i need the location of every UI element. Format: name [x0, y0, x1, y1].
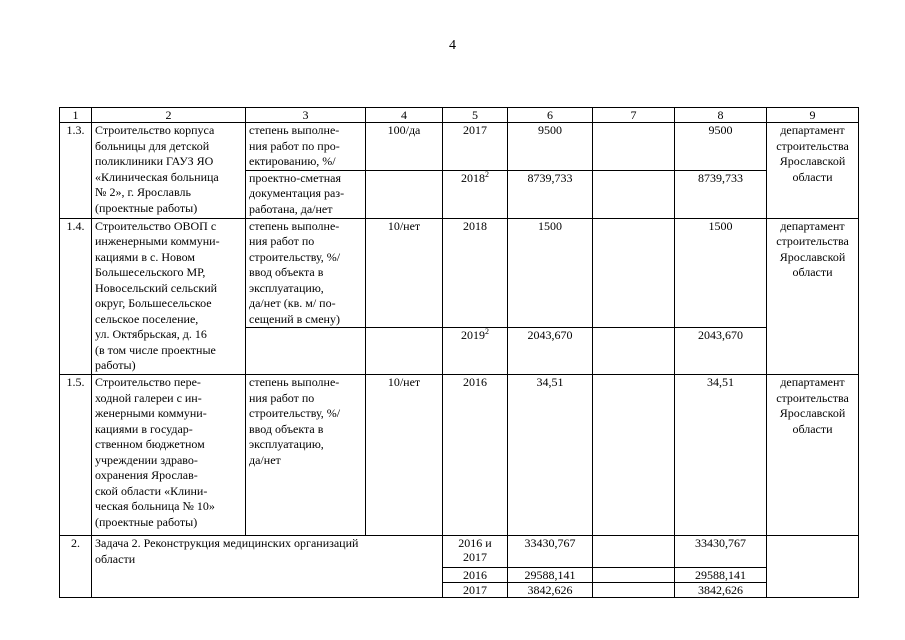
year: 2017: [443, 583, 508, 598]
empty-cell: [593, 583, 675, 598]
empty-cell: [593, 375, 675, 536]
year: 2019$^2$: [443, 328, 508, 375]
total: 29588,141: [675, 568, 767, 583]
header-cell: 8: [675, 108, 767, 123]
total: 33430,767: [675, 536, 767, 568]
row-number: 1.3.: [60, 123, 92, 219]
program-table: [59, 107, 859, 598]
total: 8739,733: [675, 170, 767, 218]
row-number: 1.5.: [60, 375, 92, 536]
indicator: степень выполне- ния работ по строительству, %/ ввод объекта в эксплуатацию, да/нет: [246, 375, 366, 536]
task-title: Задача 2. Реконструкция медицинских организаций области: [92, 536, 443, 598]
table-row: [60, 218, 859, 328]
empty-cell: [593, 328, 675, 375]
amount: 33430,767: [508, 536, 593, 568]
year: 2016: [443, 568, 508, 583]
header-cell: 7: [593, 108, 675, 123]
empty-cell: [366, 170, 443, 218]
indicator: степень выполне- ния работ по про- ектированию, %/: [246, 123, 366, 171]
target-value: 10/нет: [366, 375, 443, 536]
header-row: [60, 108, 859, 123]
total: 3842,626: [675, 583, 767, 598]
table-row: [60, 375, 859, 536]
object-name: Строительство ОВОП с инженерными коммуни- кациями в с. Новом Большесельского МР, Новосельский сельский округ, Большесельское сельское поселение, ул. Октябрьская, д. 16 (в том числе проектные работы): [92, 218, 246, 375]
total: 2043,670: [675, 328, 767, 375]
year: 2018: [443, 218, 508, 328]
empty-cell: [593, 568, 675, 583]
executor: департамент строительства Ярославской области: [767, 218, 859, 375]
empty-cell: [593, 218, 675, 328]
header-cell: 3: [246, 108, 366, 123]
total: 9500: [675, 123, 767, 171]
amount: 29588,141: [508, 568, 593, 583]
empty-cell: [366, 328, 443, 375]
header-cell: 2: [92, 108, 246, 123]
executor: департамент строительства Ярославской области: [767, 375, 859, 536]
empty-cell: [593, 170, 675, 218]
row-number: 1.4.: [60, 218, 92, 375]
target-value: 100/да: [366, 123, 443, 171]
header-cell: 4: [366, 108, 443, 123]
page-number: 4: [449, 38, 456, 53]
empty-cell: [593, 536, 675, 568]
amount: 1500: [508, 218, 593, 328]
empty-cell: [593, 123, 675, 171]
amount: 9500: [508, 123, 593, 171]
empty-cell: [246, 328, 366, 375]
amount: 3842,626: [508, 583, 593, 598]
amount: 2043,670: [508, 328, 593, 375]
indicator: степень выполне- ния работ по строительству, %/ ввод объекта в эксплуатацию, да/нет (кв. м/ по- сещений в смену): [246, 218, 366, 328]
indicator: проектно-сметная документация раз- работана, да/нет: [246, 170, 366, 218]
header-cell: 1: [60, 108, 92, 123]
amount: 34,51: [508, 375, 593, 536]
table-row: [60, 123, 859, 171]
empty-cell: [767, 536, 859, 598]
year: 2018$^2$: [443, 170, 508, 218]
amount: 8739,733: [508, 170, 593, 218]
object-name: Строительство пере- ходной галереи с ин- женерными коммуни- кациями в государ- ственном бюджетном учреждении здраво- охранения Ярослав- ской области «Клини- ческая больница № 10» (проектные работы): [92, 375, 246, 536]
total: 34,51: [675, 375, 767, 536]
year: 2017: [443, 123, 508, 171]
header-cell: 6: [508, 108, 593, 123]
year: 2016 и 2017: [443, 536, 508, 568]
table-row: [60, 536, 859, 568]
object-name: Строительство корпуса больницы для детской поликлиники ГАУЗ ЯО «Клиническая больница № 2», г. Ярославль (проектные работы): [92, 123, 246, 219]
row-number: 2.: [60, 536, 92, 598]
total: 1500: [675, 218, 767, 328]
header-cell: 5: [443, 108, 508, 123]
executor: департамент строительства Ярославской области: [767, 123, 859, 219]
year: 2016: [443, 375, 508, 536]
header-cell: 9: [767, 108, 859, 123]
target-value: 10/нет: [366, 218, 443, 328]
